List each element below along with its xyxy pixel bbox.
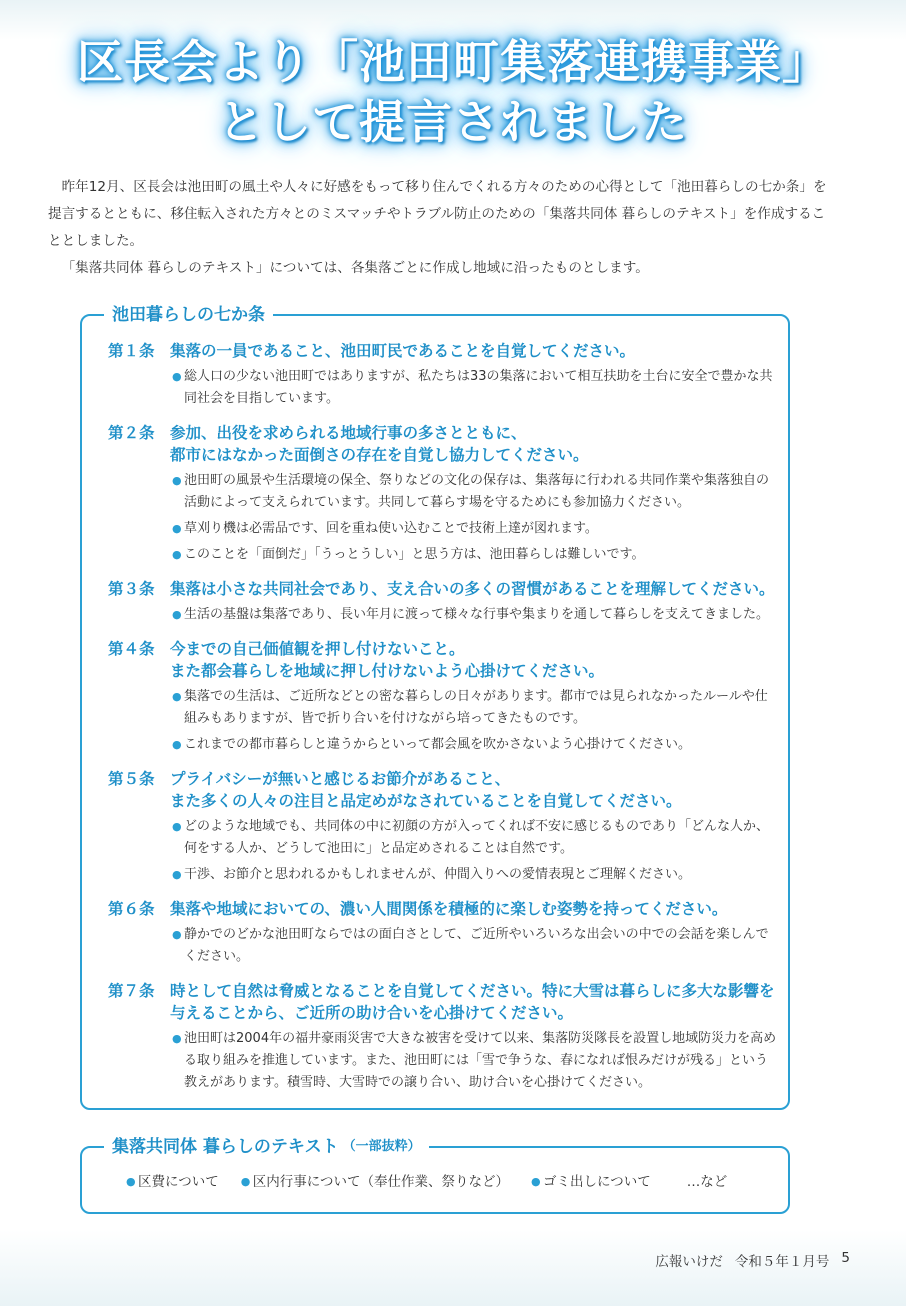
intro-text xyxy=(48,174,838,282)
title-line-1: 区長会より「池田町集落連携事業」 xyxy=(77,35,829,89)
article-1 xyxy=(108,340,778,410)
article-bullets xyxy=(172,470,778,566)
article-heading xyxy=(108,340,778,362)
bullet-dot-icon: ● xyxy=(172,370,182,383)
bullet-dot-icon: ● xyxy=(126,1175,136,1188)
article-heading xyxy=(108,980,778,1024)
bullet-text: どのような地域でも、共同体の中に初顔の方が入ってくれば不安に感じるものであり「どんな人か、何をする人か、どうして池田に」と品定めされることは自然です。 xyxy=(184,819,770,856)
article-heading xyxy=(108,768,778,812)
list-item xyxy=(172,1028,778,1094)
bullet-dot-icon: ● xyxy=(530,1175,541,1188)
list-item xyxy=(126,1172,219,1192)
item-etc-label: …など xyxy=(686,1174,728,1190)
bullet-dot-icon: ● xyxy=(172,928,182,941)
issue-label: 令和５年１月号 xyxy=(734,1254,830,1270)
bullet-text: 集落での生活は、ご近所などとの密な暮らしの日々があります。都市では見られなかったルールや仕組みもありますが、皆で折り合いを付けながら培ってきたものです。 xyxy=(184,689,768,726)
item-label: 区費について xyxy=(138,1174,219,1190)
list-item xyxy=(172,686,778,730)
living-text-heading-note: （一部抜粋） xyxy=(342,1139,421,1154)
bullet-text: これまでの都市暮らしと違うからといって都会風を吹かさないよう心掛けてください。 xyxy=(184,737,692,752)
article-bullets xyxy=(172,604,778,626)
bullet-dot-icon: ● xyxy=(172,548,182,561)
bullet-text: 草刈り機は必需品です、回を重ね使い込むことで技術上達が図れます。 xyxy=(184,521,598,536)
article-number: 第２条 xyxy=(108,424,155,442)
article-2 xyxy=(108,422,778,566)
bullet-dot-icon: ● xyxy=(172,522,182,535)
bullet-dot-icon: ● xyxy=(172,820,182,833)
list-item xyxy=(531,1172,651,1192)
article-bullets xyxy=(172,924,778,968)
bullet-dot-icon: ● xyxy=(172,738,182,751)
article-bullets xyxy=(172,366,778,410)
bullet-dot-icon: ● xyxy=(172,474,182,487)
article-5 xyxy=(108,768,778,886)
intro-paragraph-2: 「集落共同体 暮らしのテキスト」については、各集落ごとに作成し地域に沿ったものとします。 xyxy=(61,260,649,276)
list-item xyxy=(172,518,778,540)
article-7 xyxy=(108,980,778,1094)
list-item xyxy=(172,734,778,756)
article-heading xyxy=(108,422,778,466)
article-list xyxy=(108,340,778,1106)
bullet-text: 総人口の少ない池田町ではありますが、私たちは33の集落において相互扶助を土台に安全で豊かな共同社会を目指しています。 xyxy=(184,369,773,406)
seven-articles-box xyxy=(80,305,790,1110)
article-number: 第７条 xyxy=(108,982,155,1000)
living-text-heading-text: 集落共同体 暮らしのテキスト xyxy=(112,1137,339,1157)
seven-articles-heading xyxy=(104,303,273,327)
list-item xyxy=(172,816,778,860)
article-title: 集落の一員であること、池田町民であることを自覚してください。 xyxy=(170,342,636,360)
bullet-text: 干渉、お節介と思われるかもしれませんが、仲間入りへの愛情表現とご理解ください。 xyxy=(184,867,692,882)
article-6 xyxy=(108,898,778,968)
living-text-heading xyxy=(104,1135,429,1159)
article-title: 参加、出役を求められる地域行事の多さとともに、 都市にはなかった面倒さの存在を自覚し協力してください。 xyxy=(170,424,589,464)
article-heading xyxy=(108,898,778,920)
article-bullets xyxy=(172,1028,778,1094)
item-label: 区内行事について（奉仕作業、祭りなど） xyxy=(252,1174,509,1190)
article-number: 第３条 xyxy=(108,580,155,598)
bullet-text: 池田町は2004年の福井豪雨災害で大きな被害を受けて以来、集落防災隊長を設置し地域防災力を高める取り組みを推進しています。また、池田町には「雪で争うな、春になれば恨みだけが残る」という教えがあります。積雪時、大雪時での譲り合い、助け合いを心掛けてください。 xyxy=(184,1031,777,1090)
bullet-dot-icon: ● xyxy=(172,690,182,703)
list-item xyxy=(172,470,778,514)
page-footer xyxy=(655,1250,850,1270)
bullet-text: 生活の基盤は集落であり、長い年月に渡って様々な行事や集まりを通して暮らしを支えてきました。 xyxy=(184,607,770,622)
article-title: プライバシーが無いと感じるお節介があること、 また多くの人々の注目と品定めがなされていることを自覚してください。 xyxy=(170,770,682,810)
bullet-dot-icon: ● xyxy=(240,1175,251,1188)
article-title: 集落や地域においての、濃い人間関係を積極的に楽しむ姿勢を持ってください。 xyxy=(170,900,728,918)
article-bullets xyxy=(172,816,778,886)
bullet-dot-icon: ● xyxy=(172,608,182,621)
article-number: 第６条 xyxy=(108,900,155,918)
item-label: ゴミ出しについて xyxy=(542,1174,651,1190)
list-item xyxy=(172,924,778,968)
list-item xyxy=(172,604,778,626)
living-text-box xyxy=(80,1137,790,1214)
article-title: 時として自然は脅威となることを自覚してください。特に大雪は暮らしに多大な影響を与えることから、ご近所の助け合いを心掛けてください。 xyxy=(170,982,775,1022)
bullet-text: このことを「面倒だ」「うっとうしい」と思う方は、池田暮らしは難しいです。 xyxy=(184,547,645,562)
bullet-text: 池田町の風景や生活環境の保全、祭りなどの文化の保存は、集落毎に行われる共同作業や集落独自の活動によって支えられています。共同して暮らす場を守るためにも参加協力ください。 xyxy=(184,473,770,510)
list-item xyxy=(172,366,778,410)
publication-name: 広報いけだ xyxy=(655,1254,723,1270)
living-text-items xyxy=(126,1172,727,1192)
article-heading xyxy=(108,638,778,682)
article-4 xyxy=(108,638,778,756)
article-number: 第４条 xyxy=(108,640,155,658)
article-title: 今までの自己価値観を押し付けないこと。 また都会暮らしを地域に押し付けないよう心掛けてください。 xyxy=(170,640,605,680)
list-item xyxy=(241,1172,509,1192)
article-title: 集落は小さな共同社会であり、支え合いの多くの習慣があることを理解してください。 xyxy=(170,580,775,598)
seven-articles-heading-text: 池田暮らしの七か条 xyxy=(112,305,265,325)
article-heading xyxy=(108,578,778,600)
intro-paragraph-1: 昨年12月、区長会は池田町の風土や人々に好感をもって移り住んでくれる方々のための心得として「池田暮らしの七か条」を提言するとともに、移住転入された方々とのミスマッチやトラブル防止のための「集落共同体 暮らしのテキスト」を作成することとしました。 xyxy=(48,179,827,249)
article-3 xyxy=(108,578,778,626)
article-bullets xyxy=(172,686,778,756)
bullet-dot-icon: ● xyxy=(172,1032,182,1045)
page-title xyxy=(40,32,866,152)
article-number: 第５条 xyxy=(108,770,155,788)
bullet-dot-icon: ● xyxy=(172,868,182,881)
list-item-etc xyxy=(687,1172,728,1192)
page-number: 5 xyxy=(841,1250,850,1266)
list-item xyxy=(172,864,778,886)
title-line-2: として提言されました xyxy=(218,95,688,149)
list-item xyxy=(172,544,778,566)
bullet-text: 静かでのどかな池田町ならではの面白さとして、ご近所やいろいろな出会いの中での会話を楽しんでください。 xyxy=(184,927,769,964)
article-number: 第１条 xyxy=(108,342,155,360)
